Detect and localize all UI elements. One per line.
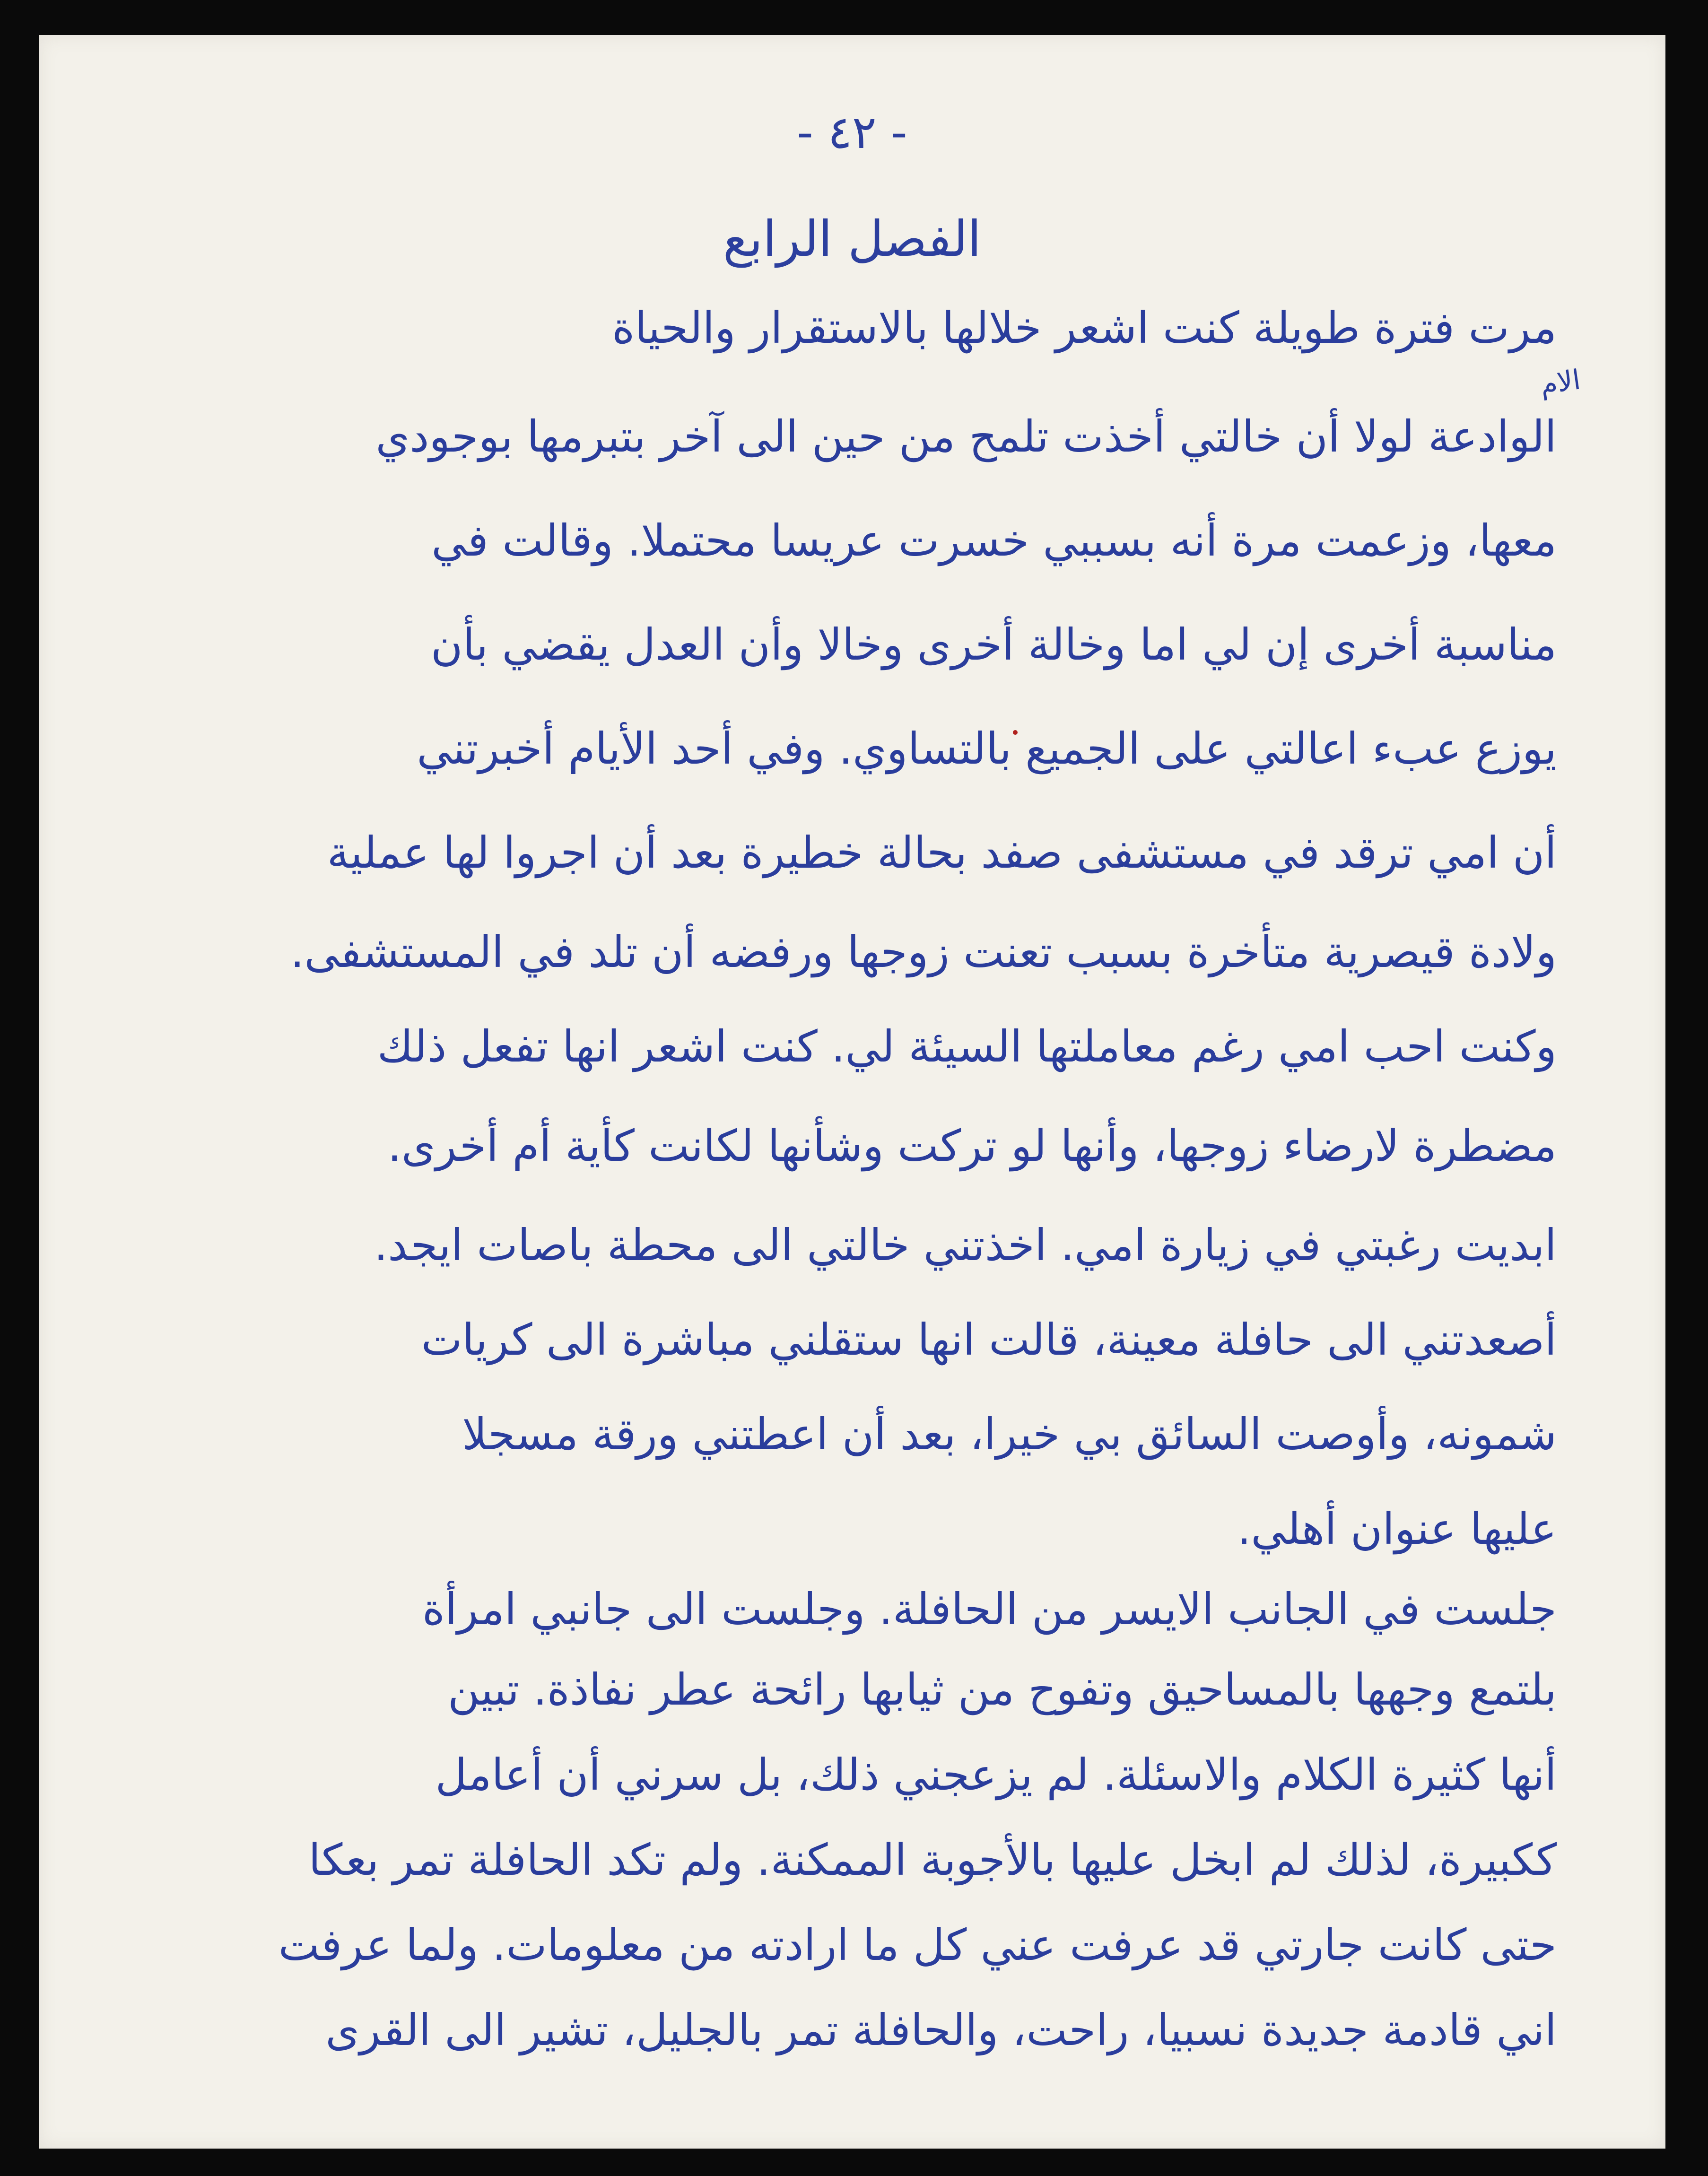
text-line: عليها عنوان أهلي. <box>1237 1504 1557 1554</box>
text-line: أصعدتني الى حافلة معينة، قالت انها ستقلني مباشرة الى كريات <box>421 1314 1557 1365</box>
text-line: بلتمع وجهها بالمساحيق وتفوح من ثيابها رائحة عطر نفاذة. تبين <box>447 1664 1557 1715</box>
page-number: - ٤٢ - <box>797 106 907 159</box>
text-line: مناسبة أخرى إن لي اما وخالة أخرى وخالا وأن العدل يقضي بأن <box>431 619 1557 670</box>
text-line: شمونه، وأوصت السائق بي خيرا، بعد أن اعطتني ورقة مسجلا <box>462 1409 1557 1460</box>
text-line: حتى كانت جارتي قد عرفت عني كل ما ارادته من معلومات. ولما عرفت <box>278 1920 1557 1970</box>
manuscript-page <box>39 35 1665 2149</box>
text-line: معها، وزعمت مرة أنه بسببي خسرت عريسا محتملا. وقالت في <box>431 515 1557 566</box>
text-line: أنها كثيرة الكلام والاسئلة. لم يزعجني ذلك، بل سرني أن أعامل <box>435 1750 1557 1800</box>
text-line: أن امي ترقد في مستشفى صفد بحالة خطيرة بعد أن اجروا لها عملية <box>327 827 1557 878</box>
chapter-title: الفصل الرابع <box>723 210 982 268</box>
handwritten-body <box>148 35 1557 2149</box>
text-line: مضطرة لارضاء زوجها، وأنها لو تركت وشأنها لكانت كأية أم أخرى. <box>387 1121 1557 1171</box>
text-line: ولادة قيصرية متأخرة بسبب تعنت زوجها ورفضه أن تلد في المستشفى. <box>290 927 1557 977</box>
text-line: مرت فترة طويلة كنت اشعر خلالها بالاستقرار والحياة <box>612 303 1557 353</box>
text-line: ابديت رغبتي في زيارة امي. اخذتني خالتي الى محطة باصات ايجد. <box>374 1220 1557 1271</box>
text-line: وكنت احب امي رغم معاملتها السيئة لي. كنت اشعر انها تفعل ذلك <box>377 1021 1557 1072</box>
text-line: ككبيرة، لذلك لم ابخل عليها بالأجوبة الممكنة. ولم تكد الحافلة تمر بعكا <box>308 1835 1557 1885</box>
margin-note: الام <box>1538 363 1583 401</box>
text-line: الوادعة لولا أن خالتي أخذت تلمح من حين الى آخر بتبرمها بوجودي <box>375 411 1557 462</box>
text-line: جلست في الجانب الايسر من الحافلة. وجلست الى جانبي امرأة <box>422 1584 1557 1635</box>
text-line: يوزع عبء اعالتي على الجميع بالتساوي. وفي أحد الأيام أخبرتني <box>417 723 1557 774</box>
text-line: اني قادمة جديدة نسبيا، راحت، والحافلة تمر بالجليل، تشير الى القرى <box>325 2005 1557 2055</box>
